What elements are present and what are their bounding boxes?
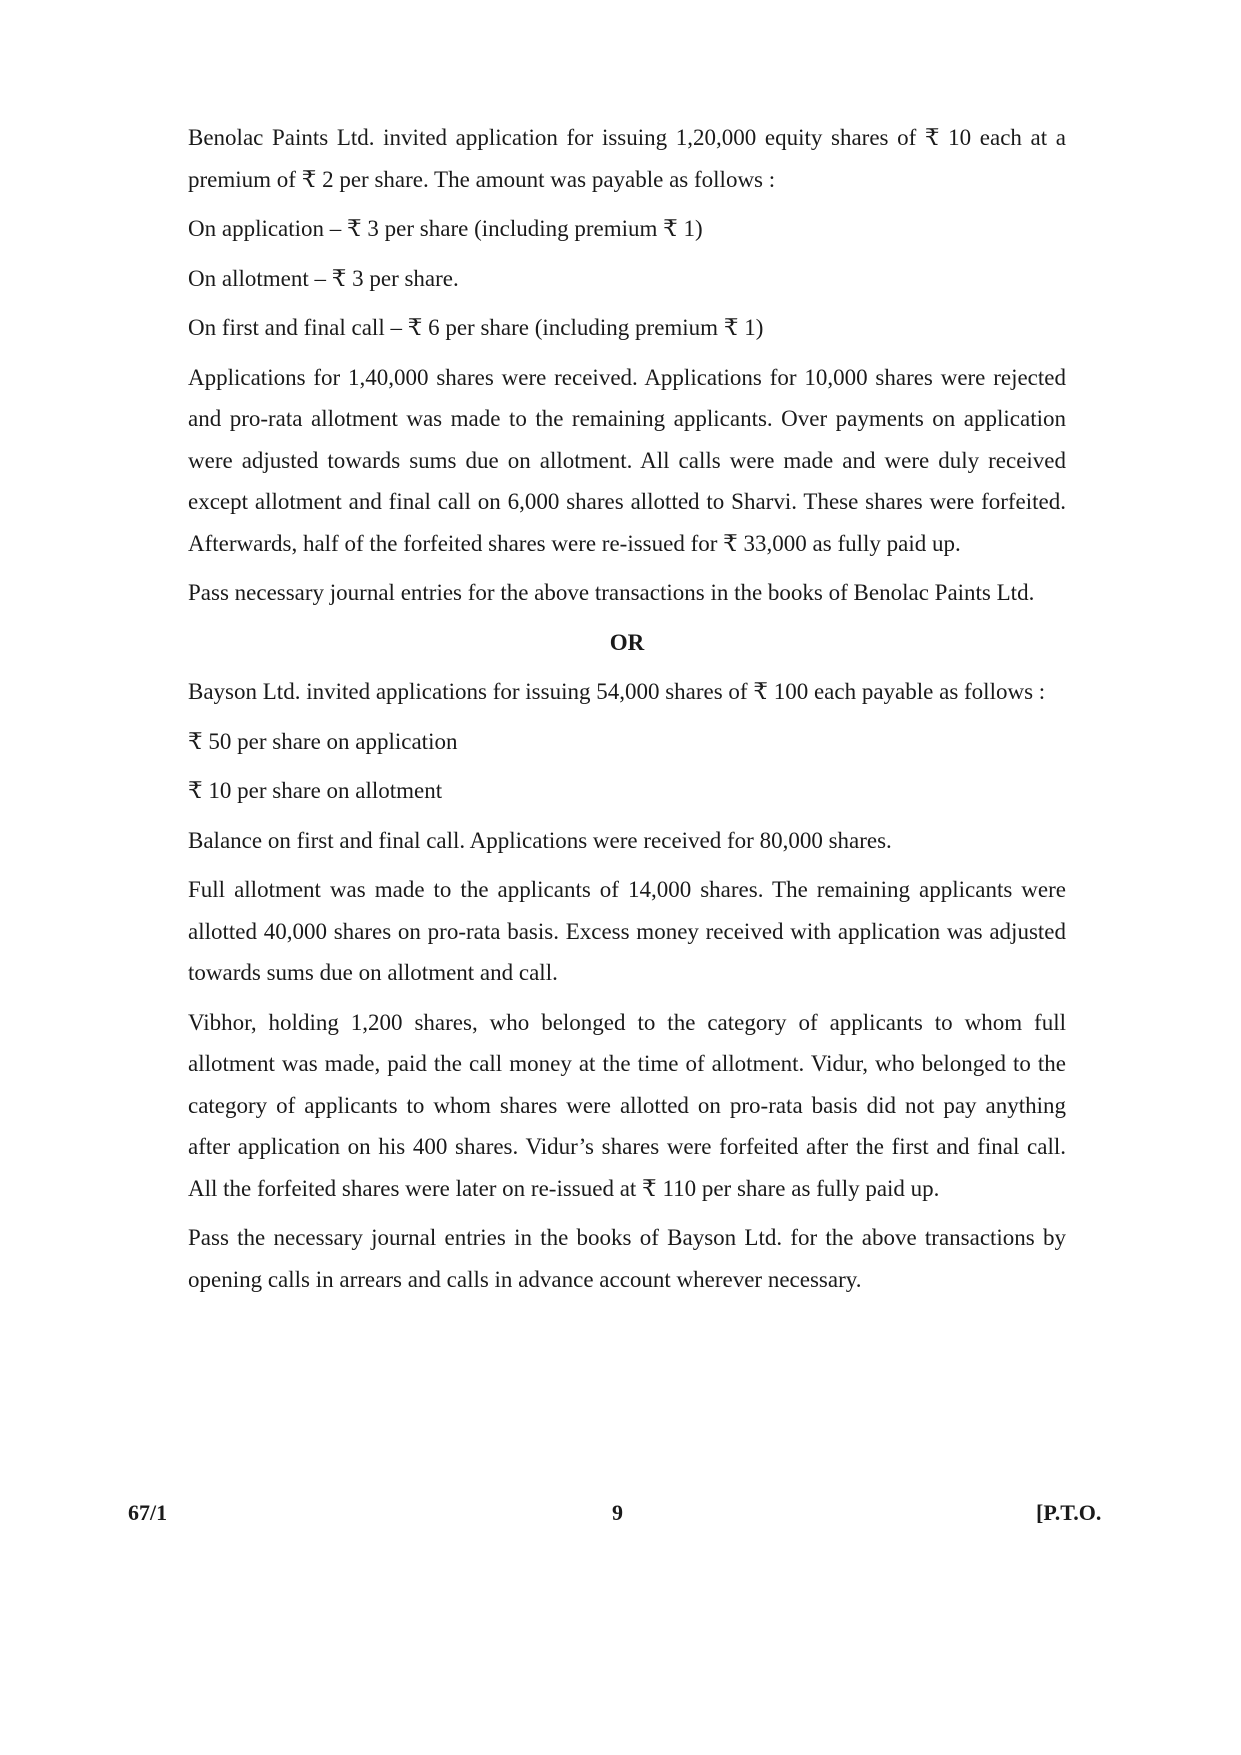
question-instruction: Pass necessary journal entries for the above transactions in the books of Benolac Paints Ltd. [188,580,1035,605]
question-details: Applications for 1,40,000 shares were received. Applications for 10,000 shares were rejected and pro-rata allotment was made to the remaining applicants. Over payments on application were adjusted towards sums due on allotment. All calls were made and were duly received except allotment and final call on 6,000 shares allotted to Sharvi. These shares were forfeited. Afterwards, half of the forfeited shares were re-issued for ₹ 33,000 as fully paid up. [188,364,1066,556]
alternative-details: Vibhor, holding 1,200 shares, who belonged to the category of applicants to whom full allotment was made, paid the call money at the time of allotment. Vidur, who belonged to the category of applicants to whom shares were allotted on pro-rata basis did not pay anything after application on his 400 shares. Vidur’s shares were forfeited after the first and final call. All the forfeited shares were later on re-issued at ₹ 110 per share as fully paid up. [188,1009,1066,1201]
call-terms: On first and final call – ₹ 6 per share (including premium ₹ 1) [188,315,764,340]
pto-marker: [P.T.O. [1036,1500,1102,1525]
application-terms: On application – ₹ 3 per share (including premium ₹ 1) [188,216,703,241]
question-body [188,117,1066,1308]
page-number: 9 [612,1500,623,1525]
allotment-terms: On allotment – ₹ 3 per share. [188,265,459,291]
alternative-application-terms: ₹ 50 per share on application [188,728,458,754]
alternative-instruction: Pass the necessary journal entries in the books of Bayson Ltd. for the above transactions by opening calls in arrears and calls in advance account wherever necessary. [188,1225,1066,1292]
alternative-balance: Balance on first and final call. Applications were received for 80,000 shares. [188,827,892,853]
alternative-intro: Bayson Ltd. invited applications for issuing 54,000 shares of ₹ 100 each payable as follows : [188,679,1046,704]
question-intro: Benolac Paints Ltd. invited application for issuing 1,20,000 equity shares of ₹ 10 each at a premium of ₹ 2 per share. The amount was payable as follows : [188,125,1066,192]
paper-code: 67/1 [128,1500,168,1525]
or-separator: OR [609,629,645,655]
alternative-allotment-terms: ₹ 10 per share on allotment [188,778,443,803]
alternative-allotment-details: Full allotment was made to the applicants of 14,000 shares. The remaining applicants were allotted 40,000 shares on pro-rata basis. Excess money received with application was adjusted towards sums due on allotment and call. [188,877,1066,985]
